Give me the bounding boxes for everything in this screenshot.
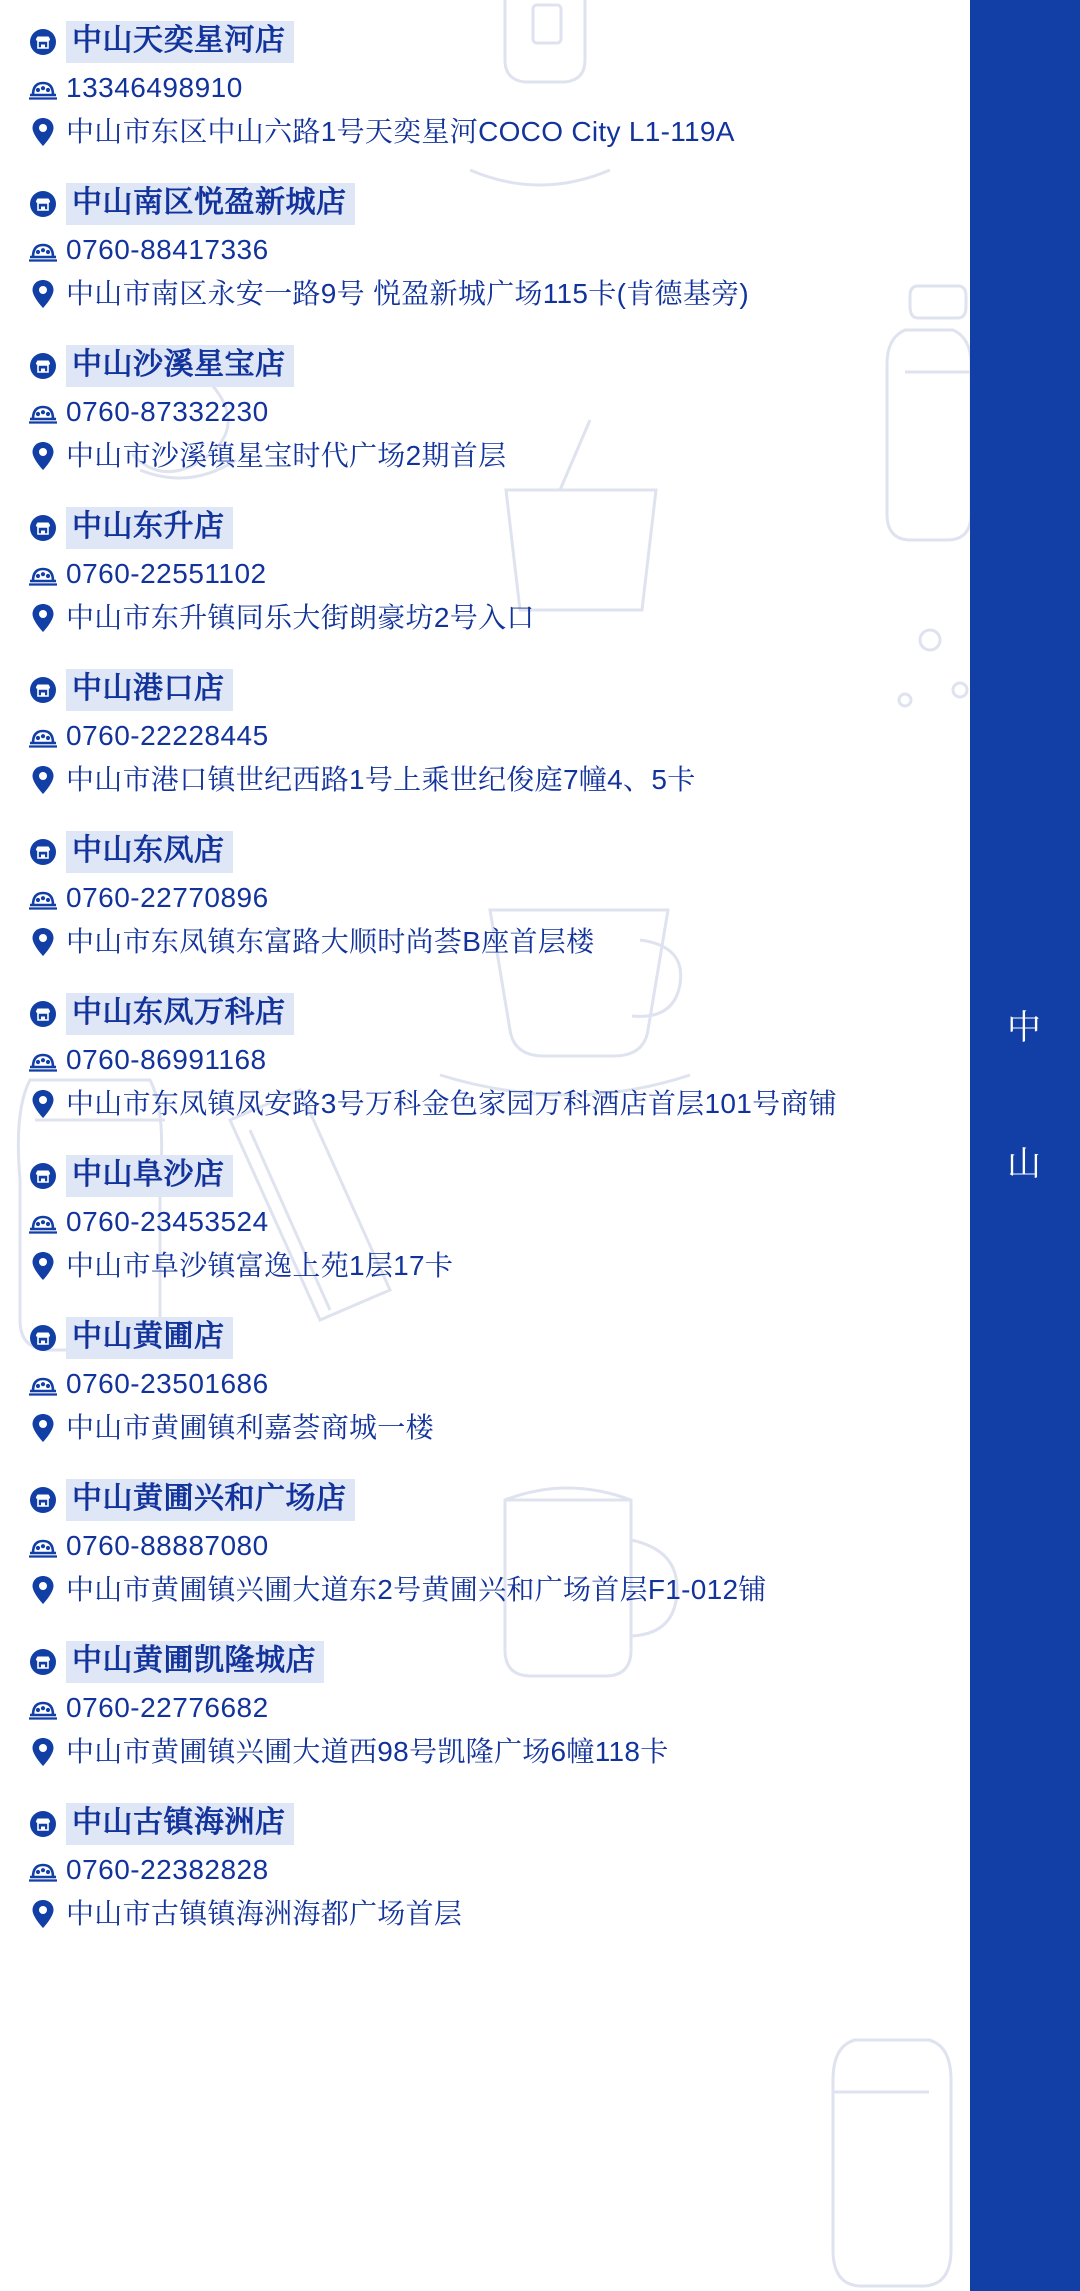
telephone-icon: [20, 1371, 66, 1397]
right-side-rail: [970, 0, 1080, 2291]
store-phone[interactable]: 0760-22382828: [66, 1853, 269, 1885]
store-pin-icon: [20, 27, 66, 57]
store-address-row: [20, 434, 970, 478]
store-name: 中山古镇海洲店: [66, 1803, 294, 1846]
store-name-row: [20, 828, 970, 876]
store-phone[interactable]: 0760-88417336: [66, 233, 269, 265]
location-pin-icon: [20, 603, 66, 633]
store-name: 中山东凤店: [66, 831, 233, 874]
store-phone[interactable]: 0760-22776682: [66, 1691, 269, 1723]
store-name: 中山东升店: [66, 507, 233, 550]
telephone-icon: [20, 723, 66, 749]
location-pin-icon: [20, 765, 66, 795]
store-entry: [0, 504, 970, 640]
store-pin-icon: [20, 1485, 66, 1515]
location-pin-icon: [20, 1413, 66, 1443]
store-phone-row: [20, 552, 970, 596]
store-name: 中山阜沙店: [66, 1155, 233, 1198]
store-name-row: [20, 1476, 970, 1524]
store-entry: [0, 180, 970, 316]
store-pin-icon: [20, 675, 66, 705]
store-address-row: [20, 596, 970, 640]
store-name-row: [20, 180, 970, 228]
store-address-row: [20, 1892, 970, 1936]
location-pin-icon: [20, 1089, 66, 1119]
store-phone[interactable]: 0760-86991168: [66, 1043, 267, 1075]
store-name-row: [20, 1800, 970, 1848]
telephone-icon: [20, 237, 66, 263]
store-address: 中山市沙溪镇星宝时代广场2期首层: [66, 439, 507, 471]
store-address-row: [20, 758, 970, 802]
store-name: 中山港口店: [66, 669, 233, 712]
telephone-icon: [20, 1047, 66, 1073]
store-phone[interactable]: 0760-22770896: [66, 881, 269, 913]
telephone-icon: [20, 561, 66, 587]
store-phone-row: [20, 228, 970, 272]
telephone-icon: [20, 1209, 66, 1235]
store-pin-icon: [20, 1809, 66, 1839]
store-phone[interactable]: 0760-23501686: [66, 1367, 269, 1399]
store-phone-row: [20, 714, 970, 758]
store-entry: [0, 1476, 970, 1612]
store-name: 中山黄圃店: [66, 1317, 233, 1360]
store-pin-icon: [20, 1323, 66, 1353]
telephone-icon: [20, 75, 66, 101]
store-entry: [0, 1152, 970, 1288]
store-entry: [0, 18, 970, 154]
store-address: 中山市南区永安一路9号 悦盈新城广场115卡(肯德基旁): [66, 277, 750, 309]
store-name-row: [20, 342, 970, 390]
store-phone[interactable]: 0760-87332230: [66, 395, 269, 427]
store-pin-icon: [20, 189, 66, 219]
store-name-row: [20, 1152, 970, 1200]
store-pin-icon: [20, 837, 66, 867]
store-entry: [0, 1314, 970, 1450]
store-name-row: [20, 1638, 970, 1686]
store-entry: [0, 666, 970, 802]
store-address: 中山市港口镇世纪西路1号上乘世纪俊庭7幢4、5卡: [66, 763, 696, 795]
store-name-row: [20, 1314, 970, 1362]
store-entry: [0, 1638, 970, 1774]
store-phone[interactable]: 0760-88887080: [66, 1529, 269, 1561]
store-entry: [0, 342, 970, 478]
store-phone-row: [20, 1848, 970, 1892]
store-address-row: [20, 272, 970, 316]
store-name: 中山南区悦盈新城店: [66, 183, 355, 226]
store-phone[interactable]: 0760-22551102: [66, 557, 267, 589]
store-phone-row: [20, 1524, 970, 1568]
telephone-icon: [20, 399, 66, 425]
store-name: 中山天奕星河店: [66, 21, 294, 64]
store-phone-row: [20, 1362, 970, 1406]
telephone-icon: [20, 885, 66, 911]
telephone-icon: [20, 1857, 66, 1883]
store-pin-icon: [20, 1647, 66, 1677]
store-address-row: [20, 1244, 970, 1288]
store-address-row: [20, 1082, 970, 1126]
store-entry: [0, 1800, 970, 1936]
store-address: 中山市东升镇同乐大街朗豪坊2号入口: [66, 601, 535, 633]
store-address-row: [20, 1406, 970, 1450]
store-name: 中山黄圃凯隆城店: [66, 1641, 324, 1684]
store-address: 中山市黄圃镇兴圃大道东2号黄圃兴和广场首层F1-012铺: [66, 1573, 767, 1605]
store-address: 中山市古镇镇海洲海都广场首层: [66, 1897, 463, 1929]
store-phone-row: [20, 390, 970, 434]
store-address: 中山市黄圃镇利嘉荟商城一楼: [66, 1411, 434, 1443]
location-pin-icon: [20, 1575, 66, 1605]
rail-char-bottom: 山: [1007, 1145, 1043, 1183]
store-pin-icon: [20, 513, 66, 543]
store-name: 中山沙溪星宝店: [66, 345, 294, 388]
store-address: 中山市东凤镇东富路大顺时尚荟B座首层楼: [66, 925, 595, 957]
location-pin-icon: [20, 279, 66, 309]
location-pin-icon: [20, 117, 66, 147]
store-phone[interactable]: 13346498910: [66, 71, 243, 103]
store-address: 中山市阜沙镇富逸上苑1层17卡: [66, 1249, 454, 1281]
location-pin-icon: [20, 1251, 66, 1281]
location-pin-icon: [20, 441, 66, 471]
store-phone[interactable]: 0760-22228445: [66, 719, 269, 751]
store-name: 中山黄圃兴和广场店: [66, 1479, 355, 1522]
store-address: 中山市东区中山六路1号天奕星河COCO City L1-119A: [66, 115, 735, 147]
store-name-row: [20, 666, 970, 714]
telephone-icon: [20, 1695, 66, 1721]
telephone-icon: [20, 1533, 66, 1559]
store-name-row: [20, 18, 970, 66]
store-address-row: [20, 1568, 970, 1612]
store-address: 中山市黄圃镇兴圃大道西98号凯隆广场6幢118卡: [66, 1735, 669, 1767]
store-phone-row: [20, 1200, 970, 1244]
store-name-row: [20, 990, 970, 1038]
store-phone-row: [20, 1686, 970, 1730]
store-entry: [0, 990, 970, 1126]
location-pin-icon: [20, 1899, 66, 1929]
store-address-row: [20, 110, 970, 154]
rail-char-top: 中: [1007, 1009, 1043, 1047]
location-pin-icon: [20, 1737, 66, 1767]
store-pin-icon: [20, 1161, 66, 1191]
store-pin-icon: [20, 351, 66, 381]
store-address-row: [20, 1730, 970, 1774]
store-address: 中山市东凤镇凤安路3号万科金色家园万科酒店首层101号商铺: [66, 1087, 837, 1119]
store-name-row: [20, 504, 970, 552]
store-pin-icon: [20, 999, 66, 1029]
store-name: 中山东凤万科店: [66, 993, 294, 1036]
store-phone[interactable]: 0760-23453524: [66, 1205, 269, 1237]
store-phone-row: [20, 1038, 970, 1082]
store-phone-row: [20, 66, 970, 110]
store-address-row: [20, 920, 970, 964]
store-phone-row: [20, 876, 970, 920]
location-pin-icon: [20, 927, 66, 957]
store-entry: [0, 828, 970, 964]
